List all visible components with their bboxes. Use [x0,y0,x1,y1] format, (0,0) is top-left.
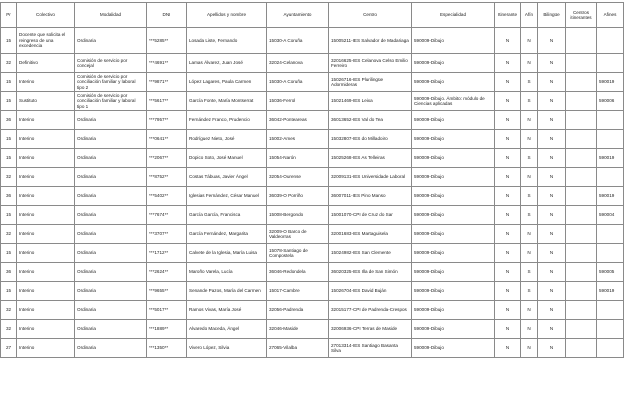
cell-bilingue: N [538,206,566,225]
cell-itinerante: N [495,282,521,301]
cell-centros-itinerantes [566,149,597,168]
cell-afines: 590006 [597,92,624,111]
cell-dni: ***0641** [147,130,187,149]
cell-pr: 15 [1,28,17,54]
cell-bilingue: N [538,92,566,111]
cell-centros-itinerantes [566,111,597,130]
table-row [1,244,624,263]
cell-centros-itinerantes [566,282,597,301]
cell-centros-itinerantes [566,28,597,54]
cell-modalidad: Ordinaria [75,206,147,225]
cell-modalidad: Ordinaria [75,263,147,282]
cell-especialidad: 590009-Dibujo [412,187,495,206]
cell-dni: ***2067** [147,149,187,168]
cell-pr: 36 [1,263,17,282]
cell-centros-itinerantes [566,301,597,320]
header-modalidad: Modalidad [75,3,147,28]
cell-apellidos-nombre: Fernández Franco, Prudencio [187,111,267,130]
cell-modalidad: Ordinaria [75,225,147,244]
cell-afines: 590019 [597,73,624,92]
cell-apellidos-nombre: Ramos Vivas, María José [187,301,267,320]
cell-afin: N [521,28,538,54]
cell-modalidad: Ordinaria [75,339,147,358]
header-bilingue: Bilingüe [538,3,566,28]
header-centro: Centro [329,3,412,28]
cell-dni: ***1712** [147,244,187,263]
cell-pr: 15 [1,130,17,149]
cell-centro: 15026704-IES David Buján [329,282,412,301]
cell-colectivo: Sustituto [17,92,75,111]
cell-centro: 32001683-IES Martaguisela [329,225,412,244]
cell-centro: 32015177-CPI de Padrenda-Crespos [329,301,412,320]
cell-colectivo: Interino [17,130,75,149]
table-row [1,320,624,339]
cell-especialidad: 590009-Dibujo [412,206,495,225]
cell-ayuntamiento: 36039-O Porriño [267,187,329,206]
cell-centros-itinerantes [566,206,597,225]
cell-apellidos-nombre: Dopico Soto, José Manuel [187,149,267,168]
cell-dni: ***2624** [147,263,187,282]
cell-afin: S [521,92,538,111]
cell-ayuntamiento: 15002-Ames [267,130,329,149]
cell-bilingue: N [538,73,566,92]
cell-dni: ***5017** [147,301,187,320]
table-header-row [1,3,624,28]
cell-itinerante: N [495,339,521,358]
table-row [1,206,624,225]
cell-bilingue: N [538,282,566,301]
table-row [1,263,624,282]
cell-ayuntamiento: 32054-Ourense [267,168,329,187]
cell-modalidad: Ordinaria [75,320,147,339]
cell-bilingue: N [538,149,566,168]
cell-centro: 15032807-IES do Milladoiro [329,130,412,149]
cell-dni: ***8752** [147,168,187,187]
cell-afines [597,244,624,263]
cell-colectivo: Interino [17,206,75,225]
cell-especialidad: 590009-Dibujo [412,263,495,282]
cell-ayuntamiento: 15030-A Coruña [267,73,329,92]
cell-centro: 15001070-CPI de Cruz do Sar [329,206,412,225]
cell-bilingue: N [538,187,566,206]
cell-apellidos-nombre: García Fonte, María Montserrat [187,92,267,111]
cell-itinerante: N [495,187,521,206]
cell-dni: ***3707** [147,225,187,244]
cell-ayuntamiento: 32056-Padrenda [267,301,329,320]
cell-centro: 36007011-IES Pino Manso [329,187,412,206]
cell-centro: 15005211-IES Salvador de Madariaga [329,28,412,54]
cell-centros-itinerantes [566,73,597,92]
cell-afines: 590019 [597,282,624,301]
cell-centro: 27013314-IES Santiago Basanta Silva [329,339,412,358]
cell-itinerante: N [495,54,521,73]
cell-ayuntamiento: 15030-A Coruña [267,28,329,54]
cell-centros-itinerantes [566,225,597,244]
header-dni: DNI [147,3,187,28]
cell-centros-itinerantes [566,168,597,187]
cell-pr: 15 [1,92,17,111]
cell-apellidos-nombre: Iglesias Fernández, César Manuel [187,187,267,206]
cell-modalidad: Comisión de servicio por conciliación familiar y laboral tipo 2 [75,73,147,92]
cell-afines [597,111,624,130]
cell-centro: 15024982-IES San Clemente [329,244,412,263]
cell-afin: S [521,187,538,206]
cell-colectivo: Interino [17,339,75,358]
cell-ayuntamiento: 15054-Narón [267,149,329,168]
cell-afin: S [521,149,538,168]
cell-pr: 15 [1,149,17,168]
table-row [1,111,624,130]
cell-colectivo: Interino [17,225,75,244]
cell-afin: N [521,168,538,187]
cell-pr: 27 [1,339,17,358]
cell-apellidos-nombre: Maroño Varela, Lucía [187,263,267,282]
cell-especialidad: 590009-Dibujo [412,168,495,187]
cell-colectivo: Interino [17,244,75,263]
cell-bilingue: N [538,111,566,130]
cell-modalidad: Ordinaria [75,282,147,301]
header-colectivo: Colectivo [17,3,75,28]
cell-apellidos-nombre: García García, Francisca [187,206,267,225]
cell-bilingue: N [538,130,566,149]
cell-afines [597,301,624,320]
cell-bilingue: N [538,263,566,282]
assignments-document [0,2,624,358]
cell-centros-itinerantes [566,130,597,149]
cell-afin: S [521,282,538,301]
cell-dni: ***7674** [147,206,187,225]
cell-pr: 15 [1,73,17,92]
cell-ayuntamiento: 36046-Redondela [267,263,329,282]
table-row [1,301,624,320]
table-row [1,73,624,92]
cell-modalidad: Comisión de servicio por concejal [75,54,147,73]
cell-bilingue: N [538,320,566,339]
cell-modalidad: Ordinaria [75,244,147,263]
cell-bilingue: N [538,54,566,73]
cell-dni: ***1350** [147,339,187,358]
cell-especialidad: 590009-Dibujo [412,73,495,92]
cell-colectivo: Interino [17,282,75,301]
cell-afines [597,320,624,339]
cell-centros-itinerantes [566,187,597,206]
cell-afines [597,54,624,73]
cell-ayuntamiento: 15036-Ferrol [267,92,329,111]
cell-dni: ***5617** [147,92,187,111]
cell-especialidad: 590009-Dibujo [412,244,495,263]
cell-itinerante: N [495,225,521,244]
cell-afines: 590005 [597,263,624,282]
cell-apellidos-nombre: Senande Pazos, María del Carmen [187,282,267,301]
table-row [1,149,624,168]
cell-afin: N [521,339,538,358]
cell-modalidad: Ordinaria [75,111,147,130]
cell-pr: 36 [1,187,17,206]
cell-afin: N [521,111,538,130]
cell-centros-itinerantes [566,244,597,263]
cell-afin: N [521,320,538,339]
cell-modalidad: Ordinaria [75,187,147,206]
header-pr: Pr [1,3,17,28]
cell-pr: 15 [1,282,17,301]
cell-itinerante: N [495,244,521,263]
cell-itinerante: N [495,301,521,320]
cell-afin: S [521,206,538,225]
cell-apellidos-nombre: López Lagares, Paula Carmen [187,73,267,92]
cell-especialidad: 590009-Dibujo [412,282,495,301]
header-afines: Afines [597,3,624,28]
cell-itinerante: N [495,28,521,54]
cell-especialidad: 590009-Dibujo [412,54,495,73]
header-ayuntamiento: Ayuntamiento [267,3,329,28]
table-body [1,28,624,358]
header-apellidos: Apellidos y nombre [187,3,267,28]
cell-pr: 32 [1,301,17,320]
cell-dni: ***5285** [147,28,187,54]
cell-centro: 15021469-IES Leixa [329,92,412,111]
cell-itinerante: N [495,111,521,130]
cell-especialidad: 590009-Dibujo [412,149,495,168]
cell-ayuntamiento: 32009-O Barco de Valdeorras [267,225,329,244]
cell-centro: 32006936-CPI Terras de Maside [329,320,412,339]
cell-colectivo: Interino [17,149,75,168]
cell-colectivo: Docente que solicita el reingreso de una excedencia [17,28,75,54]
cell-apellidos-nombre: Rodríguez Nieto, José [187,130,267,149]
cell-centros-itinerantes [566,92,597,111]
cell-centro: 36013652-IES Val do Tea [329,111,412,130]
cell-dni: ***4691** [147,54,187,73]
cell-centros-itinerantes [566,54,597,73]
cell-ayuntamiento: 36042-Ponteareas [267,111,329,130]
cell-afines [597,225,624,244]
cell-centros-itinerantes [566,263,597,282]
cell-modalidad: Ordinaria [75,28,147,54]
cell-afin: N [521,301,538,320]
cell-itinerante: N [495,92,521,111]
cell-modalidad: Ordinaria [75,130,147,149]
cell-ayuntamiento: 15008-Bergondo [267,206,329,225]
cell-colectivo: Interino [17,263,75,282]
cell-centros-itinerantes [566,320,597,339]
cell-itinerante: N [495,263,521,282]
cell-modalidad: Ordinaria [75,301,147,320]
cell-dni: ***5402** [147,187,187,206]
cell-ayuntamiento: 15078-Santiago de Compostela [267,244,329,263]
header-especialidad: Especialidad [412,3,495,28]
cell-colectivo: Interino [17,111,75,130]
cell-colectivo: Interino [17,73,75,92]
cell-bilingue: N [538,301,566,320]
cell-ayuntamiento: 32046-Maside [267,320,329,339]
cell-itinerante: N [495,168,521,187]
cell-colectivo: Definitivo [17,54,75,73]
cell-apellidos-nombre: Calvete de la Iglesia, María Luisa [187,244,267,263]
table-row [1,130,624,149]
cell-especialidad: 590009-Dibujo [412,320,495,339]
table-row [1,168,624,187]
cell-colectivo: Interino [17,187,75,206]
cell-pr: 32 [1,168,17,187]
header-afin: Afín [521,3,538,28]
cell-apellidos-nombre: Losada Liste, Fernando [187,28,267,54]
cell-especialidad: 590009-Dibujo [412,130,495,149]
cell-pr: 36 [1,111,17,130]
table-row [1,92,624,111]
cell-itinerante: N [495,73,521,92]
cell-colectivo: Interino [17,301,75,320]
cell-ayuntamiento: 27065-Vilalba [267,339,329,358]
cell-itinerante: N [495,206,521,225]
cell-afin: S [521,73,538,92]
cell-afin: N [521,54,538,73]
cell-especialidad: 590009-Dibujo [412,225,495,244]
table-row [1,339,624,358]
table-row [1,225,624,244]
cell-afines [597,28,624,54]
cell-colectivo: Interino [17,168,75,187]
cell-modalidad: Comisión de servicio por conciliación familiar y laboral tipo 1 [75,92,147,111]
cell-colectivo: Interino [17,320,75,339]
cell-especialidad: 590009-Dibujo [412,339,495,358]
assignments-table [0,2,624,358]
cell-dni: ***7957** [147,111,187,130]
cell-apellidos-nombre: García Fernández, Margarita [187,225,267,244]
cell-bilingue: N [538,168,566,187]
cell-especialidad: 590009-Dibujo [412,28,495,54]
cell-bilingue: N [538,28,566,54]
cell-dni: ***1889** [147,320,187,339]
cell-modalidad: Ordinaria [75,168,147,187]
cell-pr: 32 [1,320,17,339]
cell-apellidos-nombre: Vivero López, Silvia [187,339,267,358]
cell-centro: 15025268-IES As Telleiras [329,149,412,168]
table-row [1,187,624,206]
cell-modalidad: Ordinaria [75,149,147,168]
cell-especialidad: 590009-Dibujo. Ámbito: módulo de Ciencias aplicadas [412,92,495,111]
cell-itinerante: N [495,320,521,339]
cell-afines: 590004 [597,206,624,225]
cell-pr: 32 [1,225,17,244]
cell-centro: 32009131-IES Universidade Laboral [329,168,412,187]
cell-afin: N [521,244,538,263]
cell-pr: 15 [1,206,17,225]
cell-pr: 32 [1,54,17,73]
cell-itinerante: N [495,130,521,149]
cell-apellidos-nombre: Lamas Álvarez, Juan José [187,54,267,73]
cell-afines [597,339,624,358]
cell-afines [597,130,624,149]
cell-apellidos-nombre: Costas Tábuas, Javier Ángel [187,168,267,187]
cell-itinerante: N [495,149,521,168]
table-row [1,28,624,54]
cell-centro: 15026716-IES Plurilingüe Adormideras [329,73,412,92]
cell-afines: 590019 [597,187,624,206]
header-itinerante: Itinerante [495,3,521,28]
cell-centro: 32016625-IES Celanova Celso Emilio Ferreiro [329,54,412,73]
cell-dni: ***9655** [147,282,187,301]
cell-afines: 590019 [597,149,624,168]
cell-especialidad: 590009-Dibujo [412,301,495,320]
cell-afin: S [521,263,538,282]
table-row [1,54,624,73]
cell-centro: 36020325-IES Illa de San Simón [329,263,412,282]
cell-bilingue: N [538,225,566,244]
table-row [1,282,624,301]
cell-ayuntamiento: 32024-Celanova [267,54,329,73]
cell-afin: N [521,225,538,244]
cell-pr: 15 [1,244,17,263]
cell-bilingue: N [538,244,566,263]
cell-apellidos-nombre: Alvaredo Maceda, Ángel [187,320,267,339]
cell-afines [597,168,624,187]
cell-bilingue: N [538,339,566,358]
cell-dni: ***9871** [147,73,187,92]
header-centros-itinerantes: Centros itinerantes [566,3,597,28]
cell-afin: N [521,130,538,149]
cell-ayuntamiento: 15017-Cambre [267,282,329,301]
cell-centros-itinerantes [566,339,597,358]
cell-especialidad: 590009-Dibujo [412,111,495,130]
